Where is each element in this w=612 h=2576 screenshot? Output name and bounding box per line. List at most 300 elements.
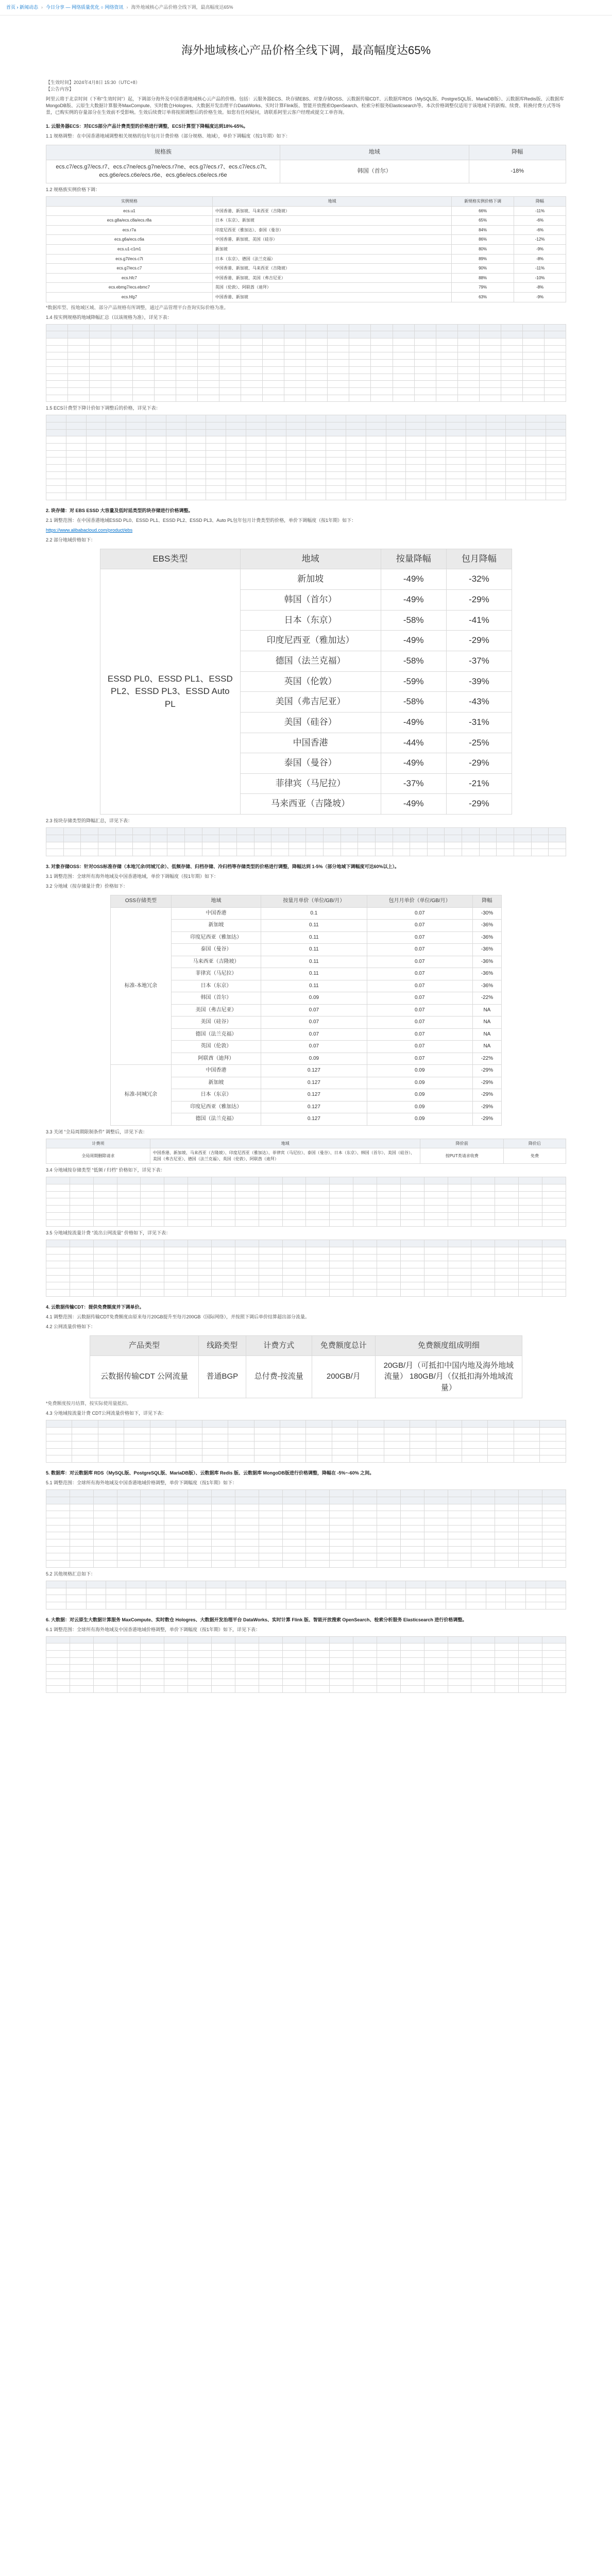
table-cell — [46, 1442, 72, 1449]
table-cell — [328, 366, 349, 374]
table-cell — [410, 1455, 436, 1463]
table-cell — [522, 395, 544, 402]
table-row — [46, 1212, 566, 1219]
table-cell — [166, 1595, 186, 1602]
table-cell — [271, 849, 289, 856]
table-cell — [117, 1504, 141, 1511]
table-cell — [236, 849, 254, 856]
table-row — [46, 216, 566, 226]
table-cell — [212, 1686, 235, 1693]
table-cell — [202, 1442, 228, 1449]
table-row — [46, 444, 566, 451]
table-cell — [126, 415, 146, 422]
table-cell — [371, 366, 393, 374]
table-cell — [164, 1532, 188, 1539]
table-cell — [346, 457, 366, 465]
table-cell — [353, 1198, 377, 1206]
table-cell — [479, 395, 501, 402]
table-cell — [306, 1212, 330, 1219]
table-cell — [542, 1282, 566, 1290]
table-cell — [436, 324, 457, 331]
table-cell — [346, 415, 366, 422]
table-cell — [330, 1177, 353, 1184]
table-cell — [106, 479, 126, 486]
table-cell — [377, 1254, 401, 1261]
table-cell: -29% — [446, 794, 512, 815]
table-cell — [164, 1206, 188, 1213]
table-cell: 新加坡 — [240, 569, 381, 590]
table-cell — [522, 352, 544, 360]
table-cell — [349, 331, 371, 338]
table-cell — [141, 1261, 164, 1268]
table-cell — [117, 1184, 141, 1192]
table-cell — [427, 849, 445, 856]
table-cell: 0.11 — [261, 920, 367, 932]
table-cell — [457, 338, 479, 346]
table-cell — [377, 1553, 401, 1561]
table-cell — [70, 1198, 93, 1206]
table-cell — [106, 457, 126, 465]
table-cell — [228, 1427, 254, 1434]
table-cell — [46, 1665, 70, 1672]
section-ebs-text: 2.3 按块存储类型的降幅汇总，详见下表： — [46, 818, 133, 824]
table-cell — [164, 1553, 188, 1561]
table-cell — [86, 450, 106, 457]
table-cell — [246, 444, 266, 451]
table-cell — [522, 381, 544, 388]
table-cell — [501, 366, 522, 374]
table-cell — [133, 338, 155, 346]
ebs-link[interactable]: https://www.alibabacloud.com/product/ebs — [46, 527, 133, 533]
table-cell — [235, 1672, 259, 1679]
table-cell — [410, 1420, 436, 1427]
table-cell — [176, 1420, 202, 1427]
table-cell — [471, 1240, 495, 1247]
table-cell: ESSD PL0、ESSD PL1、ESSD PL2、ESSD PL3、ESSD Auto PL — [100, 569, 241, 815]
table-cell — [219, 387, 241, 395]
table-cell — [462, 1455, 488, 1463]
table-cell — [46, 1254, 70, 1261]
table-cell — [349, 381, 371, 388]
table-cell — [386, 1581, 406, 1588]
table-cell — [506, 444, 526, 451]
table-cell — [393, 842, 410, 849]
table-cell — [186, 479, 206, 486]
table-cell — [286, 471, 306, 479]
table-cell — [106, 486, 126, 493]
table-cell — [446, 471, 466, 479]
table-cell — [206, 422, 226, 430]
table-cell — [188, 1686, 212, 1693]
table-cell — [377, 1261, 401, 1268]
table-cell — [495, 1268, 519, 1276]
table-cell — [246, 436, 266, 444]
table-cell — [284, 395, 306, 402]
table-cell — [330, 1686, 353, 1693]
table-cell — [330, 1561, 353, 1568]
table-cell — [166, 444, 186, 451]
table-cell — [306, 1206, 330, 1213]
table-cell — [366, 1595, 386, 1602]
table-cell — [188, 1679, 212, 1686]
table-cell — [46, 849, 64, 856]
table-cell — [393, 352, 414, 360]
table-cell — [259, 1561, 282, 1568]
table-cell — [386, 415, 406, 422]
table-cell — [259, 1651, 282, 1658]
table-cell — [426, 479, 446, 486]
table-cell — [377, 1643, 401, 1651]
table-cell — [46, 360, 68, 367]
table-cell — [436, 338, 457, 346]
table-cell — [133, 374, 155, 381]
table-cell — [93, 1525, 117, 1532]
table-cell — [219, 381, 241, 388]
table-cell — [188, 1184, 212, 1192]
table-cell — [384, 1420, 410, 1427]
table-cell — [284, 331, 306, 338]
table-cell — [353, 1191, 377, 1198]
table-cell — [471, 1643, 495, 1651]
table-cell — [212, 1561, 235, 1568]
table-cell — [427, 835, 445, 842]
table-cell — [479, 324, 501, 331]
table-cell — [424, 1261, 448, 1268]
table-cell — [117, 1511, 141, 1518]
table-cell — [486, 486, 506, 493]
table-cell — [66, 429, 86, 436]
table-cell — [46, 1490, 70, 1497]
table-cell — [93, 1686, 117, 1693]
table-cell — [219, 849, 237, 856]
table-cell — [486, 1595, 506, 1602]
table-row — [46, 360, 566, 367]
table-cell — [141, 1219, 164, 1227]
table-cell — [282, 1546, 306, 1553]
table-cell — [542, 1679, 566, 1686]
table-cell — [446, 444, 466, 451]
table-cell — [471, 1177, 495, 1184]
table-cell — [141, 1651, 164, 1658]
table-cell — [66, 450, 86, 457]
table-cell — [400, 1261, 424, 1268]
table-cell — [219, 324, 241, 331]
table-cell — [246, 471, 266, 479]
section-db-text: 5.1 调整范围：全球所有海外地域及中国香港地域价格调整，单价下调幅度（按1年期）如下： — [46, 1480, 237, 1486]
table-cell: -29% — [446, 753, 512, 774]
table-cell: 美国（硅谷） — [240, 712, 381, 733]
table-cell: 0.07 — [261, 1041, 367, 1053]
table-cell — [366, 450, 386, 457]
table-cell — [479, 345, 501, 352]
table-cell — [377, 1275, 401, 1282]
table-cell — [371, 374, 393, 381]
table-cell — [188, 1561, 212, 1568]
table-cell — [86, 493, 106, 500]
table-cell — [540, 1442, 566, 1449]
table-header-row — [46, 1497, 566, 1504]
table-cell — [353, 1546, 377, 1553]
table-cell — [366, 415, 386, 422]
table-cell — [457, 387, 479, 395]
table-cell — [386, 486, 406, 493]
table-cell — [466, 444, 486, 451]
table-cell — [366, 1581, 386, 1588]
table-cell — [506, 457, 526, 465]
table-cell — [284, 381, 306, 388]
table-cell: -10% — [514, 273, 566, 283]
table-cell — [424, 1282, 448, 1290]
table-cell — [141, 1212, 164, 1219]
section-oss-text: 3.3 关闭 “全局周期限制条件” 调整后，详见下表： — [46, 1129, 148, 1134]
table-cell — [414, 360, 436, 367]
table-cell — [126, 436, 146, 444]
table-cell: 0.07 — [367, 1028, 472, 1041]
table-cell: -49% — [381, 794, 446, 815]
table-cell — [46, 457, 66, 465]
table-cell — [495, 1177, 519, 1184]
table-cell — [46, 1561, 70, 1568]
ecs-instance-table — [46, 196, 566, 302]
breadcrumb-home[interactable]: 首页 › 新闻动态 — [6, 4, 38, 10]
table-cell: -32% — [446, 569, 512, 590]
table-cell — [501, 324, 522, 331]
table-cell: 印度尼西亚（雅加达） — [171, 1101, 261, 1113]
table-cell — [70, 1206, 93, 1213]
table-cell — [436, 381, 457, 388]
table-cell — [241, 374, 263, 381]
table-cell — [346, 1602, 366, 1609]
table-cell — [286, 486, 306, 493]
table-cell — [46, 429, 66, 436]
table-cell — [259, 1532, 282, 1539]
table-cell — [115, 828, 133, 835]
table-cell: 200GB/月 — [312, 1355, 375, 1398]
breadcrumb-current: 海外地域核心产品价格全线下调，最高幅度达65% — [131, 4, 233, 10]
table-cell — [90, 331, 111, 338]
section-db-text: 5.2 其他规格汇总如下： — [46, 1571, 96, 1577]
table-cell — [70, 1282, 93, 1290]
table-cell — [226, 493, 246, 500]
table-cell — [330, 1282, 353, 1290]
table-cell — [282, 1261, 306, 1268]
table-cell — [263, 387, 284, 395]
table-cell — [506, 479, 526, 486]
table-cell — [486, 1602, 506, 1609]
table-cell — [166, 465, 186, 472]
table-cell — [133, 395, 155, 402]
table-cell — [519, 1679, 542, 1686]
table-cell — [212, 1665, 235, 1672]
table-cell — [306, 1561, 330, 1568]
table-cell — [426, 465, 446, 472]
table-cell — [375, 835, 393, 842]
table-cell — [306, 1657, 330, 1665]
table-cell — [546, 1581, 566, 1588]
table-cell — [330, 1497, 353, 1504]
table-header: 地域 — [280, 145, 469, 160]
table-cell — [70, 1261, 93, 1268]
table-cell — [141, 1191, 164, 1198]
table-cell — [263, 374, 284, 381]
table-cell — [46, 1595, 66, 1602]
table-cell — [284, 345, 306, 352]
table-cell — [72, 1427, 98, 1434]
table-cell: 0.09 — [367, 1065, 472, 1077]
table-cell — [164, 1679, 188, 1686]
table-cell — [117, 1247, 141, 1254]
table-cell — [241, 381, 263, 388]
table-row — [46, 1643, 566, 1651]
table-cell — [346, 493, 366, 500]
table-cell — [544, 345, 566, 352]
table-cell — [506, 471, 526, 479]
table-cell — [353, 1651, 377, 1658]
table-cell: -36% — [472, 968, 501, 980]
table-cell — [366, 444, 386, 451]
table-cell: 中国香港 — [171, 1065, 261, 1077]
table-cell — [198, 345, 219, 352]
table-cell: 泰国（曼谷） — [171, 944, 261, 956]
table-cell — [424, 1636, 448, 1643]
table-cell — [212, 1539, 235, 1547]
table-row — [46, 1275, 566, 1282]
table-cell — [176, 1448, 202, 1455]
table-cell — [514, 1427, 539, 1434]
table-cell — [241, 360, 263, 367]
table-cell — [150, 1455, 176, 1463]
table-cell — [406, 422, 426, 430]
table-cell — [141, 1672, 164, 1679]
table-cell — [519, 1254, 542, 1261]
table-cell — [146, 1595, 166, 1602]
table-cell: -36% — [472, 944, 501, 956]
table-cell — [424, 1247, 448, 1254]
table-cell: 0.127 — [261, 1113, 367, 1126]
table-cell — [466, 457, 486, 465]
table-cell — [117, 1219, 141, 1227]
table-cell: 0.07 — [367, 956, 472, 968]
table-cell: 0.127 — [261, 1065, 367, 1077]
table-header: EBS类型 — [100, 549, 241, 569]
table-cell — [282, 1539, 306, 1547]
table-cell: 日本（东京） — [171, 1089, 261, 1101]
table-cell — [90, 345, 111, 352]
table-cell — [235, 1665, 259, 1672]
table-cell — [306, 1679, 330, 1686]
table-cell — [353, 1268, 377, 1276]
table-cell: ecs.g7t/ecs.c7t — [46, 254, 213, 264]
table-row — [46, 1247, 566, 1254]
table-cell — [328, 374, 349, 381]
table-cell — [377, 1219, 401, 1227]
table-cell — [68, 352, 90, 360]
table-cell — [306, 828, 324, 835]
table-cell — [448, 1261, 471, 1268]
table-cell — [241, 345, 263, 352]
table-cell — [328, 331, 349, 338]
table-cell — [495, 1490, 519, 1497]
table-cell — [506, 450, 526, 457]
table-cell — [330, 1643, 353, 1651]
table-cell: -8% — [514, 254, 566, 264]
table-cell — [544, 331, 566, 338]
table-cell — [212, 1497, 235, 1504]
table-cell — [522, 366, 544, 374]
table-cell: -18% — [469, 160, 566, 183]
table-cell — [81, 828, 98, 835]
table-cell — [488, 1455, 514, 1463]
table-cell — [446, 493, 466, 500]
table-row — [46, 1561, 566, 1568]
table-cell — [46, 436, 66, 444]
table-cell — [448, 1504, 471, 1511]
table-cell — [330, 1254, 353, 1261]
table-cell — [70, 1497, 93, 1504]
table-cell — [164, 1686, 188, 1693]
table-cell — [358, 1448, 384, 1455]
table-row — [46, 1657, 566, 1665]
table-cell — [70, 1247, 93, 1254]
table-row — [46, 1191, 566, 1198]
table-cell — [70, 1184, 93, 1192]
breadcrumb-category[interactable]: 今日分享 — 网络质量优化 ○ 网络资讯 — [46, 4, 124, 10]
table-cell — [70, 1657, 93, 1665]
table-cell — [219, 842, 237, 849]
table-cell — [501, 360, 522, 367]
table-cell — [164, 1511, 188, 1518]
table-cell — [126, 471, 146, 479]
table-cell — [186, 1595, 206, 1602]
table-cell — [228, 1455, 254, 1463]
table-cell — [46, 835, 64, 842]
table-cell — [98, 835, 115, 842]
table-cell — [206, 479, 226, 486]
table-cell — [488, 1420, 514, 1427]
table-row — [46, 1539, 566, 1547]
table-cell — [146, 465, 166, 472]
table-cell — [406, 493, 426, 500]
table-cell — [212, 1219, 235, 1227]
table-header-row — [46, 1240, 566, 1247]
table-cell — [254, 842, 271, 849]
table-cell — [306, 422, 326, 430]
table-cell — [522, 387, 544, 395]
table-cell: 0.09 — [367, 1113, 472, 1126]
table-row — [46, 206, 566, 216]
table-cell — [259, 1240, 282, 1247]
table-cell — [306, 1588, 326, 1595]
table-cell — [228, 1442, 254, 1449]
table-cell — [448, 1643, 471, 1651]
table-cell — [353, 1261, 377, 1268]
table-cell — [506, 465, 526, 472]
table-cell — [519, 1643, 542, 1651]
table-cell — [111, 366, 133, 374]
table-cell — [206, 486, 226, 493]
oss-tier-table — [46, 1177, 566, 1227]
table-cell — [235, 1561, 259, 1568]
table-cell — [117, 1636, 141, 1643]
table-cell — [445, 835, 462, 842]
table-cell — [86, 1595, 106, 1602]
table-cell — [166, 422, 186, 430]
table-cell: 0.09 — [367, 1101, 472, 1113]
table-cell: -22% — [472, 1053, 501, 1065]
table-cell — [93, 1275, 117, 1282]
table-cell — [70, 1553, 93, 1561]
table-cell — [349, 324, 371, 331]
